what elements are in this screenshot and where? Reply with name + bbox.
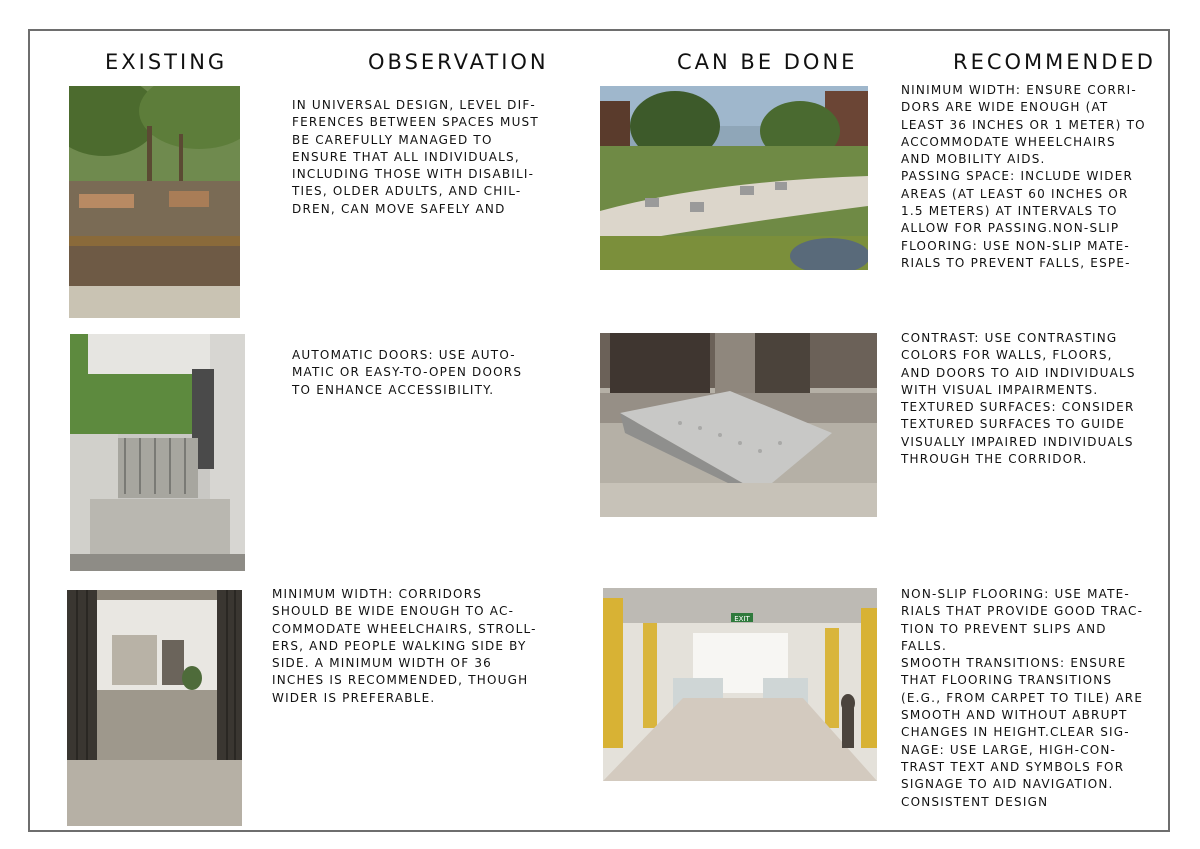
- heading-existing: EXISTING: [105, 50, 228, 74]
- recommended-text-3: NON-SLIP FLOORING: USE MATE- RIALS THAT PROVIDE GOOD TRAC- TION TO PREVENT SLIPS AND FALLS. SMOOTH TRANSITIONS: ENSURE THAT FLOORING TRANSITIONS (E.G., FROM CARPET TO TILE) ARE SMOOTH AND WITHOUT ABRUPT CHANGES IN HEIGHT.CLEAR SIG- NAGE: USE LARGE, HIGH-CON- TRAST TEXT AND SYMBOLS FOR SIGNAGE TO AID NAVIGATION. CONSISTENT DESIGN: [901, 587, 1144, 809]
- heading-observation: OBSERVATION: [368, 50, 549, 74]
- existing-photo-gate-entrance: [70, 334, 245, 571]
- observation-text-1: IN UNIVERSAL DESIGN, LEVEL DIF- FERENCES BETWEEN SPACES MUST BE CAREFULLY MANAGED TO ENSURE THAT ALL INDIVIDUALS, INCLUDING THOSE WITH DISABILI- TIES, OLDER ADULTS, AND CHIL- DREN, CAN MOVE SAFELY AND: [292, 98, 539, 216]
- can-be-done-photo-garden-path: [600, 86, 868, 270]
- can-be-done-photo-ramp: [600, 333, 877, 517]
- recommended-text-1: NINIMUM WIDTH: ENSURE CORRI- DORS ARE WIDE ENOUGH (AT LEAST 36 INCHES OR 1 METER) TO ACCOMMODATE WHEELCHAIRS AND MOBILITY AIDS. PASSING SPACE: INCLUDE WIDER AREAS (AT LEAST 60 INCHES OR 1.5 METERS) AT INTERVALS TO ALLOW FOR PASSING.NON-SLIP FLOORING: USE NON-SLIP MATE- RIALS TO PREVENT FALLS, ESPE-: [901, 83, 1146, 270]
- recommended-text-2: CONTRAST: USE CONTRASTING COLORS FOR WALLS, FLOORS, AND DOORS TO AID INDIVIDUALS WITH VISUAL IMPAIRMENTS. TEXTURED SURFACES: CONSIDER TEXTURED SURFACES TO GUIDE VISUALLY IMPAIRED INDIVIDUALS THROUGH THE CORRIDOR.: [901, 331, 1136, 467]
- observation-text-3: MINIMUM WIDTH: CORRIDORS SHOULD BE WIDE ENOUGH TO AC- COMMODATE WHEELCHAIRS, STROLL- ERS, AND PEOPLE WALKING SIDE BY SIDE. A MINIMUM WIDTH OF 36 INCHES IS RECOMMENDED, THOUGH WIDER IS PREFERABLE.: [272, 587, 537, 705]
- heading-can-be-done: CAN BE DONE: [677, 50, 858, 74]
- existing-photo-garden-level-difference: [69, 86, 240, 318]
- observation-text-2: AUTOMATIC DOORS: USE AUTO- MATIC OR EASY-TO-OPEN DOORS TO ENHANCE ACCESSIBILITY.: [292, 348, 523, 397]
- exit-sign-text: EXIT: [734, 615, 750, 623]
- heading-recommended: RECOMMENDED: [953, 50, 1156, 74]
- existing-photo-corridor: [67, 590, 242, 826]
- can-be-done-photo-bright-corridor: [603, 588, 877, 781]
